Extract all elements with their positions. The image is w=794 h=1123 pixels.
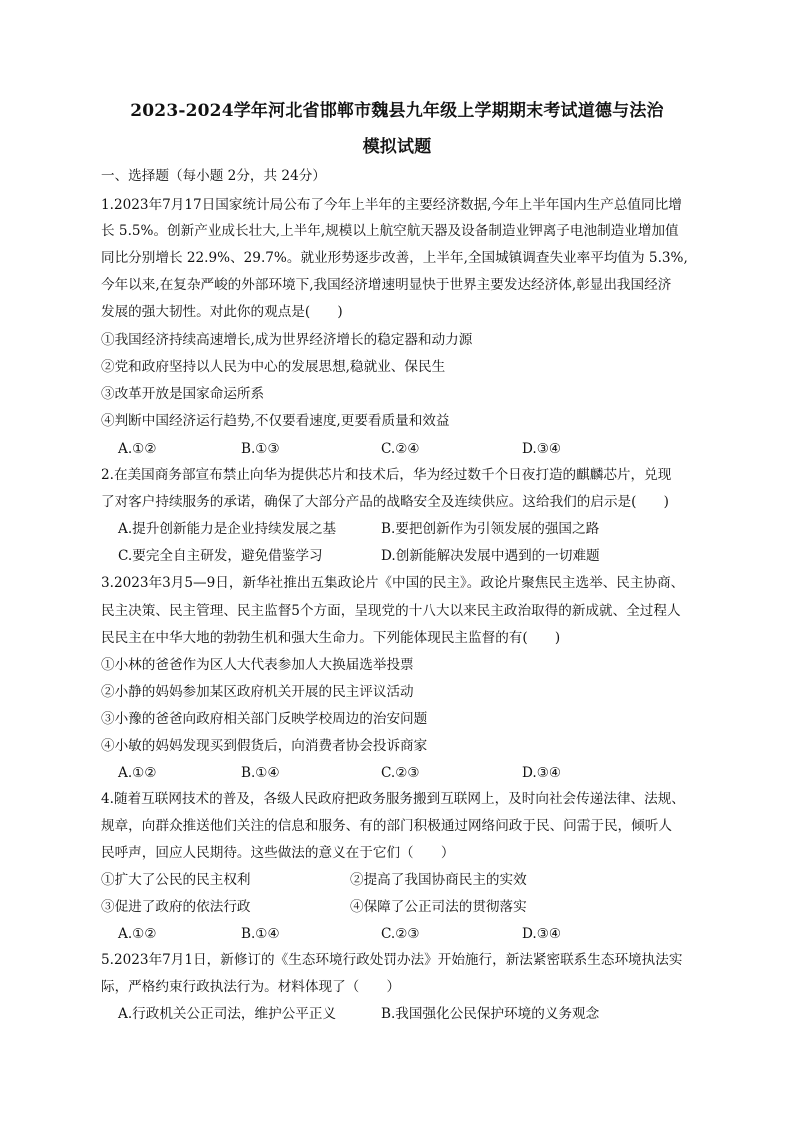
q3-statement: ④小敏的妈妈发现买到假货后，向消费者协会投诉商家 [101, 738, 428, 754]
q3-option-a: A.①② [118, 765, 157, 781]
q1-stem-line: 发展的强大韧性。对此你的观点是( ) [101, 304, 343, 320]
q3-stem-line: 民主决策、民主管理、民主监督5个方面，呈现党的十八大以来民主政治取得的新成就、全过程人 [101, 603, 681, 619]
q4-option-b: B.①④ [241, 926, 280, 942]
q3-stem-line: 3.2023年3月5—9日，新华社推出五集政论片《中国的民主》。政论片聚焦民主选举、民主协商、 [101, 575, 685, 591]
q3-stem-line: 民民主在中华大地的勃勃生机和强大生命力。下列能体现民主监督的有( ) [101, 630, 561, 646]
q1-statement: ④判断中国经济运行趋势,不仅要看速度,更要看质量和效益 [101, 413, 450, 429]
q2-option-a: A.提升创新能力是企业持续发展之基 [118, 521, 337, 537]
section-heading: 一、选择题（每小题 2分，共 24分） [101, 168, 326, 184]
q1-option-c: C.②④ [381, 441, 420, 457]
q1-option-b: B.①③ [241, 441, 280, 457]
q1-statement: ②党和政府坚持以人民为中心的发展思想,稳就业、保民生 [101, 359, 446, 375]
q1-option-d: D.③④ [522, 441, 562, 457]
q3-option-d: D.③④ [522, 765, 562, 781]
q4-statement: ③促进了政府的依法行政 [101, 899, 251, 915]
exam-title-line-1: 2023-2024学年河北省邯郸市魏县九年级上学期期末考试道德与法治 [130, 101, 664, 121]
q1-statement: ③改革开放是国家命运所系 [101, 386, 265, 402]
q4-option-c: C.②③ [381, 926, 420, 942]
q1-stem-line: 1.2023年7月17日国家统计局公布了今年上半年的主要经济数据,今年上半年国内生产总值同比增 [101, 197, 682, 213]
q4-stem-line: 4.随着互联网技术的普及，各级人民政府把政务服务搬到互联网上，及时向社会传递法律、法规、 [101, 791, 685, 807]
exam-title-line-2: 模拟试题 [362, 137, 432, 157]
q5-option-a: A.行政机关公正司法，维护公平正义 [118, 1006, 337, 1022]
q5-stem-line: 际，严格约束行政执法行为。材料体现了（ ） [101, 979, 401, 995]
q4-statement: ②提高了我国协商民主的实效 [350, 872, 527, 888]
q5-option-b: B.我国强化公民保护环境的义务观念 [381, 1006, 600, 1022]
q2-stem-line: 了对客户持续服务的承诺，确保了大部分产品的战略安全及连续供应。这给我们的启示是( ) [101, 494, 669, 510]
q2-option-b: B.要把创新作为引领发展的强国之路 [381, 521, 600, 537]
q3-option-b: B.①④ [241, 765, 280, 781]
q4-statement: ④保障了公正司法的贯彻落实 [350, 899, 527, 915]
q3-statement: ③小豫的爸爸向政府相关部门反映学校周边的治安问题 [101, 711, 428, 727]
q1-option-a: A.①② [118, 441, 157, 457]
q4-statement: ①扩大了公民的民主权利 [101, 872, 251, 888]
q1-stem-line: 同比分别增长 22.9%、29.7%。就业形势逐步改善，上半年,全国城镇调查失业率平均值为 5.3%, [101, 250, 688, 266]
q4-option-a: A.①② [118, 926, 157, 942]
q2-option-d: D.创新能解决发展中遇到的一切难题 [381, 548, 600, 564]
q5-stem-line: 5.2023年7月1日，新修订的《生态环境行政处罚办法》开始施行，新法紧密联系生态环境执法实 [101, 952, 683, 968]
q4-stem-line: 规章，向群众推送他们关注的信息和服务、有的部门积极通过网络问政于民、问需于民，倾听人 [101, 818, 672, 834]
q3-statement: ②小静的妈妈参加某区政府机关开展的民主评议活动 [101, 684, 414, 700]
q3-option-c: C.②③ [381, 765, 420, 781]
q1-stem-line: 长 5.5%。创新产业成长壮大,上半年,规模以上航空航天器及设备制造业钾离子电池制造业增加值 [101, 223, 679, 239]
q2-stem-line: 2.在美国商务部宣布禁止向华为提供芯片和技术后，华为经过数千个日夜打造的麒麟芯片，兑现 [101, 467, 672, 483]
q2-option-c: C.要完全自主研发，避免借鉴学习 [118, 548, 323, 564]
q4-stem-line: 民呼声，回应人民期待。这些做法的意义在于它们（ ） [101, 845, 455, 861]
q1-statement: ①我国经济持续高速增长,成为世界经济增长的稳定器和动力源 [101, 332, 473, 348]
q1-stem-line: 今年以来,在复杂严峻的外部环境下,我国经济增速明显快于世界主要发达经济体,彰显出我国经济 [101, 277, 672, 293]
q3-statement: ①小林的爸爸作为区人大代表参加人大换届选举投票 [101, 657, 414, 673]
q4-option-d: D.③④ [522, 926, 562, 942]
